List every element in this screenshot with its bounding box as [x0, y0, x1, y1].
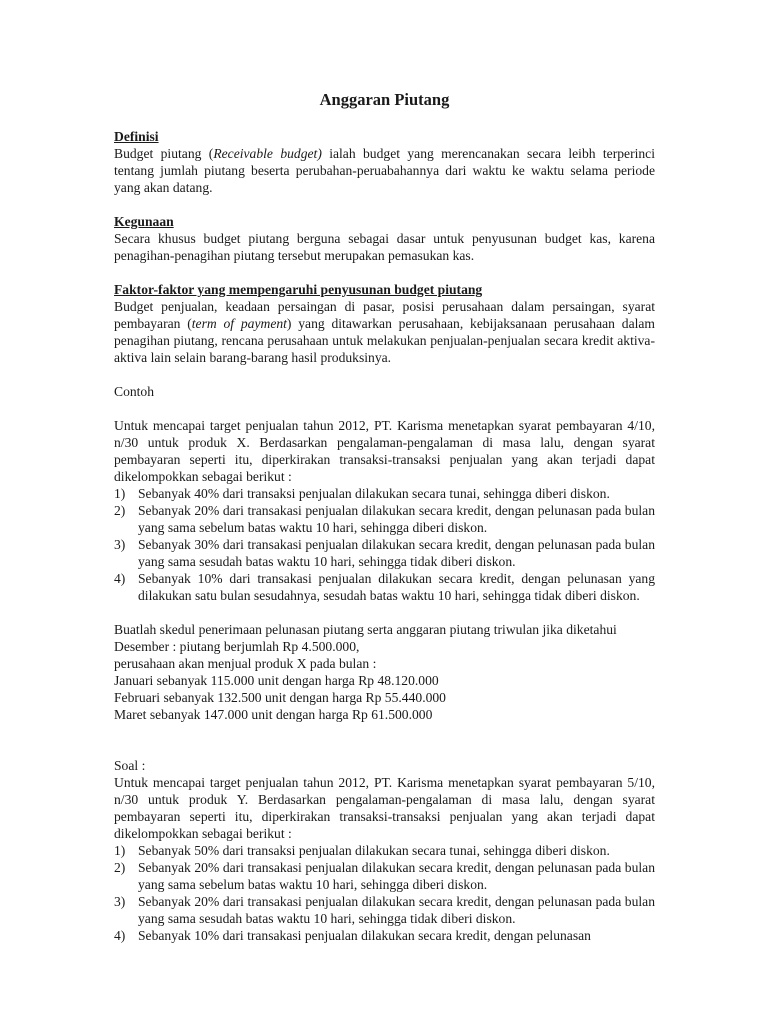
contoh-line: Desember : piutang berjumlah Rp 4.500.000,	[114, 639, 360, 654]
definisi-paragraph	[114, 145, 655, 196]
list-item	[114, 859, 655, 893]
list-item-number: 4)	[114, 928, 126, 943]
list-item-text: Sebanyak 40% dari transaksi penjualan dilakukan secara tunai, sehingga diberi diskon.	[138, 486, 610, 501]
list-item-number: 3)	[114, 537, 126, 552]
list-item-number: 3)	[114, 894, 126, 909]
soal-intro: Untuk mencapai target penjualan tahun 2012, PT. Karisma menetapkan syarat pembayaran 5/10, n/30 untuk produk Y. Berdasarkan pengalaman-pengalaman di masa lalu, dengan syarat pembayaran seperti itu, diperkirakan transaksi-transaksi penjualan yang akan terjadi dapat dikelompokkan sebagai berikut :	[114, 775, 655, 841]
list-item-text: Sebanyak 50% dari transaksi penjualan dilakukan secara tunai, sehingga diberi diskon.	[138, 843, 610, 858]
list-item-text: Sebanyak 20% dari transakasi penjualan dilakukan secara kredit, dengan pelunasan pada bulan yang sama sesudah batas waktu 10 hari, sehingga tidak diberi diskon.	[138, 894, 655, 926]
list-item	[114, 927, 655, 944]
definisi-heading: Definisi	[114, 129, 159, 144]
list-item-text: Sebanyak 10% dari transakasi penjualan dilakukan secara kredit, dengan pelunasan yang dilakukan satu bulan sesudahnya, sesudah batas waktu 10 hari, sehingga tidak diberi diskon.	[138, 571, 655, 603]
section-contoh	[114, 383, 655, 723]
faktor-text-after: ) yang ditawarkan perusahaan, kebijaksanaan perusahaan dalam penagihan piutang, rencana perusahaan untuk melakukan penjualan-penjualan secara kredit aktiva-aktiva lain selain barang-barang hasil produksinya.	[114, 316, 655, 365]
faktor-paragraph	[114, 298, 655, 366]
definisi-term: Receivable budget)	[213, 146, 322, 161]
contoh-task: Buatlah skedul penerimaan pelunasan piutang serta anggaran piutang triwulan jika diketahui	[114, 622, 617, 637]
list-item-number: 2)	[114, 503, 126, 518]
soal-label: Soal :	[114, 758, 146, 773]
document-page	[114, 90, 655, 944]
list-item	[114, 502, 655, 536]
spacer	[114, 196, 655, 213]
section-definisi	[114, 128, 655, 196]
page-title: Anggaran Piutang	[319, 90, 450, 109]
list-item	[114, 842, 655, 859]
list-item-number: 1)	[114, 486, 126, 501]
section-kegunaan	[114, 213, 655, 264]
list-item-text: Sebanyak 20% dari transakasi penjualan dilakukan secara kredit, dengan pelunasan pada bulan yang sama sebelum batas waktu 10 hari, sehingga diberi diskon.	[138, 503, 655, 535]
spacer	[114, 400, 655, 417]
kegunaan-heading: Kegunaan	[114, 214, 174, 229]
faktor-text-before: Budget penjualan, keadaan persaingan di pasar, posisi perusahaan dalam persaingan, syarat pembayaran (	[114, 299, 655, 331]
contoh-line: Februari sebanyak 132.500 unit dengan harga Rp 55.440.000	[114, 690, 446, 705]
list-item-number: 4)	[114, 571, 126, 586]
list-item	[114, 536, 655, 570]
faktor-term: term of payment	[191, 316, 287, 331]
spacer	[114, 264, 655, 281]
section-faktor	[114, 281, 655, 366]
contoh-intro: Untuk mencapai target penjualan tahun 2012, PT. Karisma menetapkan syarat pembayaran 4/10, n/30 untuk produk X. Berdasarkan pengalaman-pengalaman di masa lalu, dengan syarat pembayaran seperti itu, diperkirakan transaksi-transaksi penjualan yang akan terjadi dapat dikelompokkan sebagai berikut :	[114, 418, 655, 484]
list-item-text: Sebanyak 20% dari transakasi penjualan dilakukan secara kredit, dengan pelunasan pada bulan yang sama sebelum batas waktu 10 hari, sehingga diberi diskon.	[138, 860, 655, 892]
list-item-text: Sebanyak 10% dari transakasi penjualan dilakukan secara kredit, dengan pelunasan	[138, 928, 591, 943]
spacer	[114, 604, 655, 621]
spacer	[114, 366, 655, 383]
contoh-line: Januari sebanyak 115.000 unit dengan harga Rp 48.120.000	[114, 673, 439, 688]
soal-list	[114, 842, 655, 944]
list-item	[114, 570, 655, 604]
section-soal	[114, 757, 655, 944]
definisi-text-before: Budget piutang (	[114, 146, 214, 161]
contoh-line: Maret sebanyak 147.000 unit dengan harga Rp 61.500.000	[114, 707, 433, 722]
contoh-line: perusahaan akan menjual produk X pada bulan :	[114, 656, 377, 671]
list-item-number: 2)	[114, 860, 126, 875]
spacer	[114, 723, 655, 757]
contoh-label: Contoh	[114, 384, 155, 399]
list-item-text: Sebanyak 30% dari transakasi penjualan dilakukan secara kredit, dengan pelunasan pada bulan yang sama sesudah batas waktu 10 hari, sehingga tidak diberi diskon.	[138, 537, 655, 569]
list-item	[114, 485, 655, 502]
kegunaan-paragraph: Secara khusus budget piutang berguna sebagai dasar untuk penyusunan budget kas, karena penagihan-penagihan piutang tersebut merupakan pemasukan kas.	[114, 231, 655, 263]
list-item	[114, 893, 655, 927]
contoh-list	[114, 485, 655, 604]
faktor-heading: Faktor-faktor yang mempengaruhi penyusunan budget piutang	[114, 282, 483, 297]
list-item-number: 1)	[114, 843, 126, 858]
definisi-text-after: ialah budget yang merencanakan secara leibh terperinci tentang jumlah piutang beserta perubahan-peruabahannya dari waktu ke waktu selama periode yang akan datang.	[114, 146, 655, 195]
